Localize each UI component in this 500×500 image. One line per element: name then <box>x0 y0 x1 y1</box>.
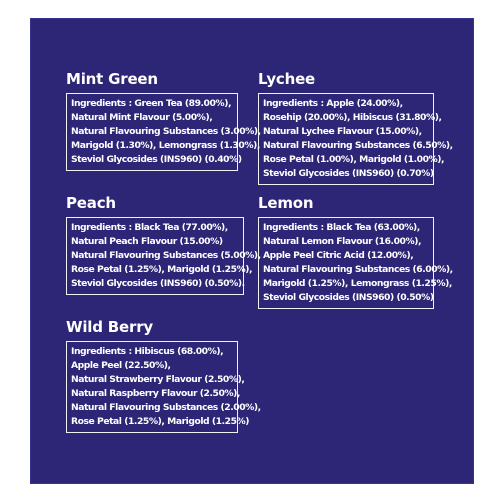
flavour-title: Mint Green <box>66 70 158 88</box>
ingredient-line: Rose Petal (1.25%), Marigold (1.25%) <box>71 416 250 427</box>
flavour-title: Wild Berry <box>66 318 153 336</box>
flavour-card-wild-berry <box>66 318 261 433</box>
ingredient-line: Natural Raspberry Flavour (2.50%), <box>71 388 240 399</box>
ingredient-line: Apple Peel (22.50%), <box>71 360 171 371</box>
ingredients-box <box>66 341 261 433</box>
ingredient-line: Steviol Glycosides (INS960) (0.70%) <box>263 168 434 179</box>
flavour-card-lemon <box>258 194 453 309</box>
ingredient-line: Natural Peach Flavour (15.00%) <box>71 236 223 247</box>
flavour-card-peach <box>66 194 261 295</box>
flavour-card-mint-green <box>66 70 261 171</box>
ingredient-line: Ingredients : Black Tea (63.00%), <box>263 222 420 233</box>
ingredient-line: Natural Lychee Flavour (15.00%), <box>263 126 422 137</box>
ingredient-line: Natural Flavouring Substances (6.00%), <box>263 264 453 275</box>
ingredient-line: Natural Strawberry Flavour (2.50%), <box>71 374 245 385</box>
flavour-title: Lemon <box>258 194 314 212</box>
ingredient-line: Natural Mint Flavour (5.00%), <box>71 112 213 123</box>
ingredient-line: Marigold (1.25%), Lemongrass (1.25%), <box>263 278 452 289</box>
ingredient-line: Apple Peel Citric Acid (12.00%), <box>263 250 414 261</box>
ingredient-line: Natural Flavouring Substances (3.00%), <box>71 126 261 137</box>
ingredient-line: Natural Lemon Flavour (16.00%), <box>263 236 422 247</box>
ingredient-line: Rose Petal (1.25%), Marigold (1.25%), <box>71 264 253 275</box>
ingredient-line: Natural Flavouring Substances (6.50%), <box>263 140 453 151</box>
ingredient-line: Ingredients : Green Tea (89.00%), <box>71 98 231 109</box>
ingredient-line: Ingredients : Hibiscus (68.00%), <box>71 346 224 357</box>
ingredient-line: Rose Petal (1.00%), Marigold (1.00%), <box>263 154 445 165</box>
ingredient-line: Natural Flavouring Substances (5.00%), <box>71 250 261 261</box>
ingredients-box <box>66 93 261 171</box>
ingredient-line: Steviol Glycosides (INS960) (0.50%). <box>71 278 245 289</box>
ingredients-box <box>66 217 261 295</box>
flavour-title: Lychee <box>258 70 316 88</box>
ingredient-line: Marigold (1.30%), Lemongrass (1.30%), <box>71 140 260 151</box>
ingredients-box <box>258 93 453 185</box>
ingredients-box <box>258 217 453 309</box>
ingredient-line: Ingredients : Apple (24.00%), <box>263 98 403 109</box>
ingredient-line: Natural Flavouring Substances (2.00%), <box>71 402 261 413</box>
ingredients-panel <box>30 18 474 484</box>
flavour-title: Peach <box>66 194 116 212</box>
flavour-card-lychee <box>258 70 453 185</box>
ingredient-line: Steviol Glycosides (INS960) (0.40%) <box>71 154 242 165</box>
ingredient-line: Ingredients : Black Tea (77.00%), <box>71 222 228 233</box>
ingredient-line: Steviol Glycosides (INS960) (0.50%) <box>263 292 434 303</box>
ingredient-line: Rosehip (20.00%), Hibiscus (31.80%), <box>263 112 442 123</box>
